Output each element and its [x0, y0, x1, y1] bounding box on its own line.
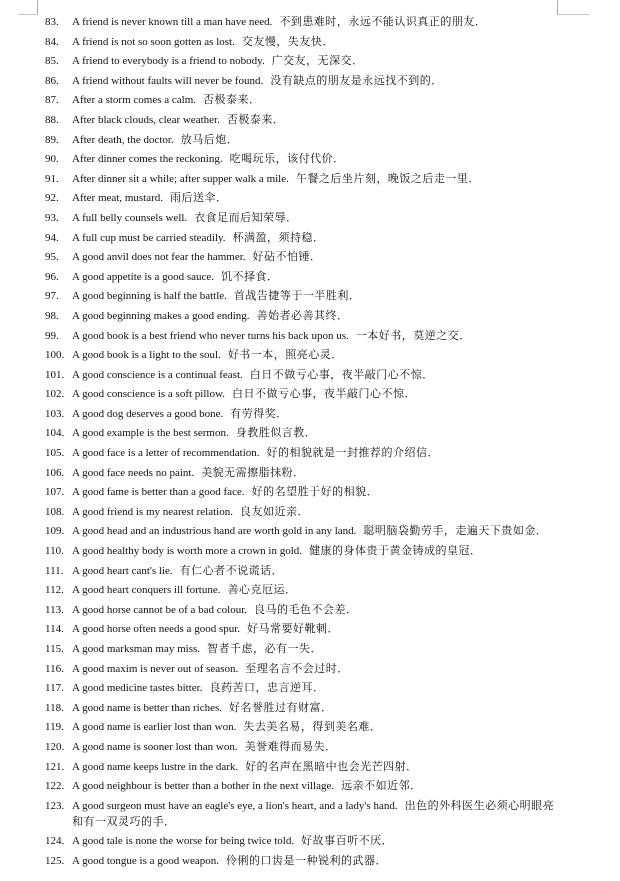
list-item	[45, 445, 557, 461]
item-number: 97.	[45, 290, 59, 303]
proverb-english-text: A good beginning makes a good ending.	[72, 309, 250, 322]
proverb-chinese-text: 善始者必善其终．	[256, 309, 349, 322]
proverb-chinese-text: 好名誉胜过有财富．	[229, 701, 333, 714]
proverb-english-text: A good example is the best sermon.	[72, 427, 229, 440]
proverb-chinese-text: 好的名声在黑暗中也会光芒四射．	[245, 760, 418, 773]
proverb-chinese-text: 放马后炮．	[180, 133, 239, 146]
proverb-english-text: A good healthy body is worth more a crown in gold.	[72, 545, 303, 558]
list-item	[45, 386, 557, 402]
proverb-list	[45, 14, 557, 873]
proverb-chinese-text: 好马常要好靴刺．	[247, 623, 340, 636]
list-item	[45, 641, 557, 657]
list-item	[45, 739, 557, 755]
proverb-english-text: A good horse cannot be of a bad colour.	[72, 603, 248, 616]
list-item	[45, 778, 557, 794]
proverb-english-text: A good name is earlier lost than won.	[72, 721, 237, 734]
proverb-chinese-text: 好故事百听不厌．	[301, 835, 394, 848]
item-number: 86.	[45, 74, 59, 87]
proverb-chinese-text: 好的相貌就是一封推荐的介绍信．	[266, 447, 440, 460]
proverb-chinese-text: 身教胜似言教．	[235, 427, 317, 440]
list-item	[45, 759, 557, 775]
list-item	[45, 719, 557, 735]
list-item	[45, 833, 557, 849]
item-number: 108.	[45, 505, 65, 518]
item-number: 124.	[45, 835, 65, 848]
proverb-chinese-text: 健康的身体贵于黄金铸成的皇冠．	[309, 545, 482, 558]
proverb-english-text: After black clouds, clear weather.	[72, 113, 220, 126]
proverb-english-text: A good name is better than riches.	[72, 701, 222, 714]
item-number: 98.	[45, 309, 59, 322]
proverb-english-text: After meat, mustard.	[72, 192, 164, 205]
list-item	[45, 621, 557, 637]
proverb-english-text: A good marksman may miss.	[72, 643, 201, 655]
list-item	[45, 523, 557, 539]
proverb-english-text: A good head and an industrious hand are worth gold in any land.	[72, 525, 357, 538]
proverb-english-text: A good heart cant's lie.	[72, 564, 173, 577]
proverb-chinese-text: 良马的毛色不会差．	[254, 603, 358, 616]
list-item	[45, 582, 557, 598]
item-number: 88.	[45, 113, 59, 126]
proverb-english-text: A friend without faults will never be found.	[72, 74, 264, 87]
list-item	[45, 92, 557, 108]
proverb-chinese-text: 没有缺点的朋友是永远找不到的．	[270, 74, 443, 87]
proverb-english-text: A good book is a light to the soul.	[72, 349, 221, 362]
proverb-chinese-text: 聪明脑袋勤劳手，走遍天下贵如金．	[363, 525, 548, 538]
proverb-chinese-text: 首战告捷等于一半胜利．	[233, 290, 361, 303]
proverb-english-text: A good conscience is a soft pillow.	[72, 388, 225, 401]
proverb-chinese-text: 良友如近亲．	[240, 505, 309, 518]
item-number: 121.	[45, 760, 65, 773]
list-item	[45, 465, 557, 481]
item-number: 89.	[45, 133, 59, 146]
list-item	[45, 700, 557, 716]
proverb-chinese-text: 杯满盈，须持稳．	[232, 231, 325, 244]
item-number: 114.	[45, 623, 64, 636]
proverb-english-text: A good neighbour is better than a bother in the next village.	[72, 780, 335, 793]
item-number: 85.	[45, 55, 59, 68]
item-number: 87.	[45, 94, 59, 107]
item-number: 84.	[45, 35, 59, 48]
proverb-chinese-text: 午餐之后坐片刻，晚饭之后走一里．	[295, 172, 480, 185]
list-item	[45, 798, 557, 830]
proverb-english-text: A good face needs no paint.	[72, 466, 195, 479]
proverb-english-text: A friend is never known till a man have need.	[72, 16, 273, 28]
list-item	[45, 230, 557, 246]
proverb-chinese-text: 美誉难得而易失．	[244, 740, 337, 753]
proverb-chinese-text: 有劳得奖．	[230, 407, 288, 420]
list-item	[45, 171, 557, 187]
list-item	[45, 14, 557, 30]
list-item	[45, 269, 557, 285]
item-number: 118.	[45, 701, 64, 714]
item-number: 122.	[45, 780, 65, 793]
proverb-chinese-text: 美貌无需擦脂抹粉．	[201, 466, 305, 479]
list-item	[45, 53, 557, 69]
item-number: 96.	[45, 270, 59, 283]
list-item	[45, 112, 557, 128]
item-number: 94.	[45, 231, 59, 244]
list-item	[45, 543, 557, 559]
list-item	[45, 602, 557, 618]
item-number: 113.	[45, 603, 64, 616]
proverb-chinese-text: 饥不择食．	[221, 270, 279, 283]
list-item	[45, 563, 557, 579]
proverb-english-text: A good name keeps lustre in the dark.	[72, 760, 239, 773]
proverb-english-text: After death, the doctor.	[72, 133, 174, 146]
proverb-chinese-text: 伶俐的口齿是一种锐利的武器．	[225, 854, 387, 867]
item-number: 107.	[45, 486, 65, 499]
proverb-chinese-text: 至理名言不会过时．	[245, 662, 349, 675]
proverb-english-text: A good appetite is a good sauce.	[72, 270, 215, 283]
item-number: 120.	[45, 740, 65, 753]
proverb-chinese-text: 善心克厄运．	[227, 584, 297, 597]
proverb-chinese-text: 否极泰来．	[203, 94, 261, 107]
list-item	[45, 853, 557, 869]
item-number: 92.	[45, 192, 59, 205]
proverb-chinese-text: 智者千虑，必有一失．	[207, 643, 323, 655]
proverb-english-text: A full belly counsels well.	[72, 211, 188, 224]
proverb-chinese-text: 雨后送伞．	[170, 192, 228, 205]
proverb-english-text: A good surgeon must have an eagle's eye, a lion's heart, and a lady's hand.	[72, 799, 398, 812]
item-number: 83.	[45, 16, 59, 28]
item-number: 99.	[45, 329, 59, 342]
item-number: 125.	[45, 854, 65, 867]
proverb-english-text: A good maxim is never out of season.	[72, 662, 239, 675]
list-item	[45, 680, 557, 696]
proverb-chinese-text: 交友慢，失友快．	[241, 35, 334, 48]
item-number: 106.	[45, 466, 65, 479]
item-number: 112.	[45, 584, 64, 597]
item-number: 95.	[45, 251, 59, 264]
item-number: 111.	[45, 564, 64, 577]
list-item	[45, 504, 557, 520]
proverb-english-text: A good beginning is half the battle.	[72, 290, 227, 303]
proverb-english-text: A good fame is better than a good face.	[72, 486, 245, 499]
list-item	[45, 73, 557, 89]
item-number: 91.	[45, 172, 59, 185]
item-number: 117.	[45, 682, 64, 695]
item-number: 115.	[45, 643, 64, 655]
proverb-english-text: After dinner sit a while; after supper walk a mile.	[72, 172, 289, 185]
list-item	[45, 328, 557, 344]
proverb-english-text: A friend to everybody is a friend to nobody.	[72, 55, 265, 68]
proverb-chinese-text: 好砧不怕锤．	[252, 251, 322, 264]
proverb-chinese-text: 吃喝玩乐，该付代价．	[229, 153, 345, 166]
proverb-chinese-text: 不到患难时，永远不能认识真正的朋友．	[279, 16, 487, 28]
list-item	[45, 210, 557, 226]
proverb-english-text: A good medicine tastes bitter.	[72, 682, 203, 695]
proverb-english-text: A good tongue is a good weapon.	[72, 854, 219, 867]
proverb-chinese-text: 良药苦口，忠言逆耳．	[209, 682, 325, 695]
proverb-chinese-text: 远亲不如近邻．	[341, 780, 422, 793]
proverb-english-text: A good anvil does not fear the hammer.	[72, 251, 246, 264]
proverb-english-text: A full cup must be carried steadily.	[72, 231, 226, 244]
proverb-english-text: A good friend is my nearest relation.	[72, 505, 233, 518]
item-number: 90.	[45, 153, 59, 166]
item-number: 123.	[45, 799, 65, 812]
proverb-chinese-text: 衣食足而后知荣辱．	[194, 211, 298, 224]
item-number: 103.	[45, 407, 65, 420]
proverb-chinese-text: 好的名望胜于好的相貌．	[251, 486, 379, 499]
margin-crop-mark-top-left	[18, 0, 38, 15]
list-item	[45, 406, 557, 422]
list-item	[45, 249, 557, 265]
proverb-chinese-text: 广交友，无深交．	[271, 55, 364, 68]
proverb-chinese-text: 好书一本，照亮心灵．	[227, 349, 343, 362]
proverb-chinese-text: 失去美名易，得到美名难．	[243, 721, 382, 734]
proverb-english-text: After dinner comes the reckoning.	[72, 153, 223, 166]
list-item	[45, 34, 557, 50]
proverb-english-text: A friend is not so soon gotten as lost.	[72, 35, 235, 48]
proverb-english-text: A good heart conquers ill fortune.	[72, 584, 221, 597]
proverb-chinese-text: 有仁心者不说谎话．	[179, 564, 284, 577]
proverb-english-text: A good name is sooner lost than won.	[72, 740, 238, 753]
item-number: 105.	[45, 447, 65, 460]
list-item	[45, 308, 557, 324]
list-item	[45, 288, 557, 304]
proverb-chinese-text: 白日不做亏心事，夜半敲门心不惊．	[249, 368, 434, 381]
item-number: 119.	[45, 721, 64, 734]
item-number: 116.	[45, 662, 64, 675]
item-number: 110.	[45, 545, 64, 558]
item-number: 101.	[45, 368, 65, 381]
item-number: 104.	[45, 427, 65, 440]
proverb-english-text: A good tale is none the worse for being twice told.	[72, 835, 295, 848]
list-item	[45, 132, 557, 148]
item-number: 102.	[45, 388, 65, 401]
list-item	[45, 661, 557, 677]
proverb-chinese-text: 否极泰来．	[226, 113, 285, 126]
list-item	[45, 347, 557, 363]
proverb-english-text: A good face is a letter of recommendation.	[72, 447, 260, 460]
item-number: 100.	[45, 349, 65, 362]
list-item	[45, 484, 557, 500]
proverb-english-text: A good conscience is a continual feast.	[72, 368, 243, 381]
list-item	[45, 425, 557, 441]
proverb-english-text: A good book is a best friend who never turns his back upon us.	[72, 329, 349, 342]
proverb-chinese-text: 白日不做亏心事，夜半敲门心不惊．	[231, 388, 416, 401]
proverb-english-text: A good dog deserves a good bone.	[72, 407, 224, 420]
list-item	[45, 151, 557, 167]
item-number: 109.	[45, 525, 65, 538]
list-item	[45, 367, 557, 383]
margin-crop-mark-top-right	[557, 0, 589, 15]
proverb-chinese-text: 一本好书，莫逆之交．	[355, 329, 471, 342]
proverb-chinese-text: 出色的外科医生必须心明眼亮和有一双灵巧的手．	[72, 799, 555, 828]
list-item	[45, 190, 557, 206]
proverb-english-text: After a storm comes a calm.	[72, 94, 197, 107]
proverb-english-text: A good horse often needs a good spur.	[72, 623, 241, 636]
item-number: 93.	[45, 211, 59, 224]
